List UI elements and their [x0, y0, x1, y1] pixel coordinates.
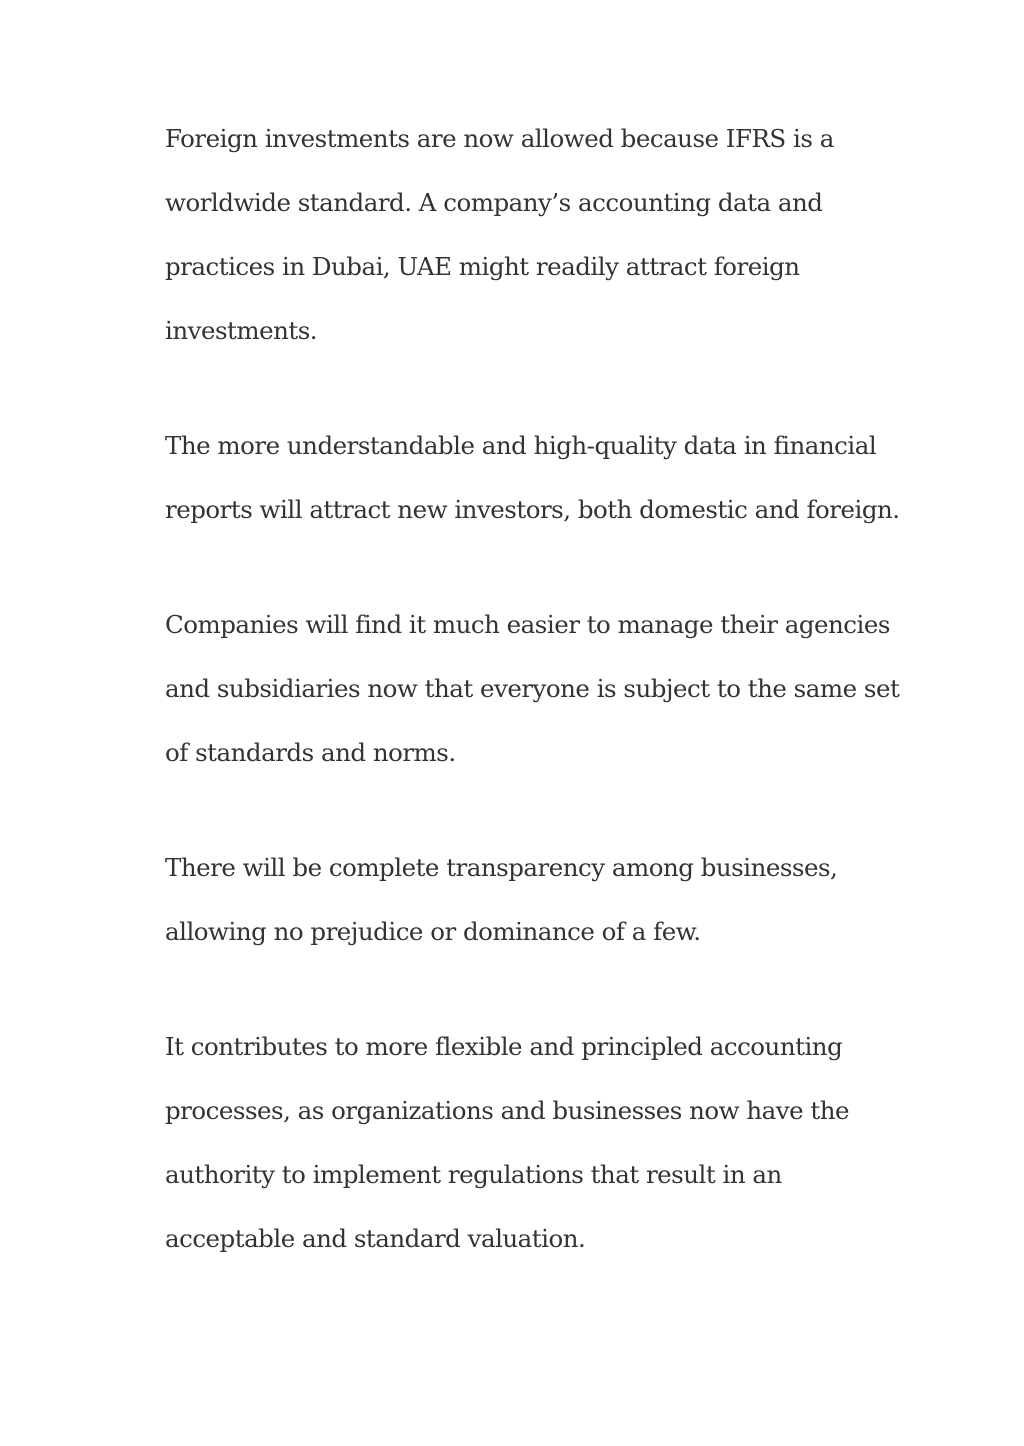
paragraph-1-line-1: Foreign investments are now allowed because IFRS is a [165, 124, 834, 153]
paragraph-5-line-3: authority to implement regulations that result in an [165, 1160, 782, 1189]
paragraph-3-line-1: Companies will find it much easier to manage their agencies [165, 610, 890, 639]
paragraph-1-line-3: practices in Dubai, UAE might readily attract foreign [165, 252, 800, 281]
paragraph-1-line-2: worldwide standard. A company’s accounting data and [165, 188, 823, 217]
paragraph-4-line-2: allowing no prejudice or dominance of a few. [165, 917, 701, 946]
paragraph-3-line-3: of standards and norms. [165, 738, 456, 767]
paragraph-5-line-4: acceptable and standard valuation. [165, 1224, 586, 1253]
paragraph-2-line-1: The more understandable and high-quality data in financial [165, 431, 877, 460]
paragraph-5-line-1: It contributes to more flexible and principled accounting [165, 1032, 843, 1061]
paragraph-5-line-2: processes, as organizations and businesses now have the [165, 1096, 850, 1125]
paragraph-2-line-2: reports will attract new investors, both domestic and foreign. [165, 495, 900, 524]
paragraph-4-line-1: There will be complete transparency among businesses, [165, 853, 838, 882]
paragraph-1-line-4: investments. [165, 316, 318, 345]
paragraph-3-line-2: and subsidiaries now that everyone is subject to the same set [165, 674, 900, 703]
